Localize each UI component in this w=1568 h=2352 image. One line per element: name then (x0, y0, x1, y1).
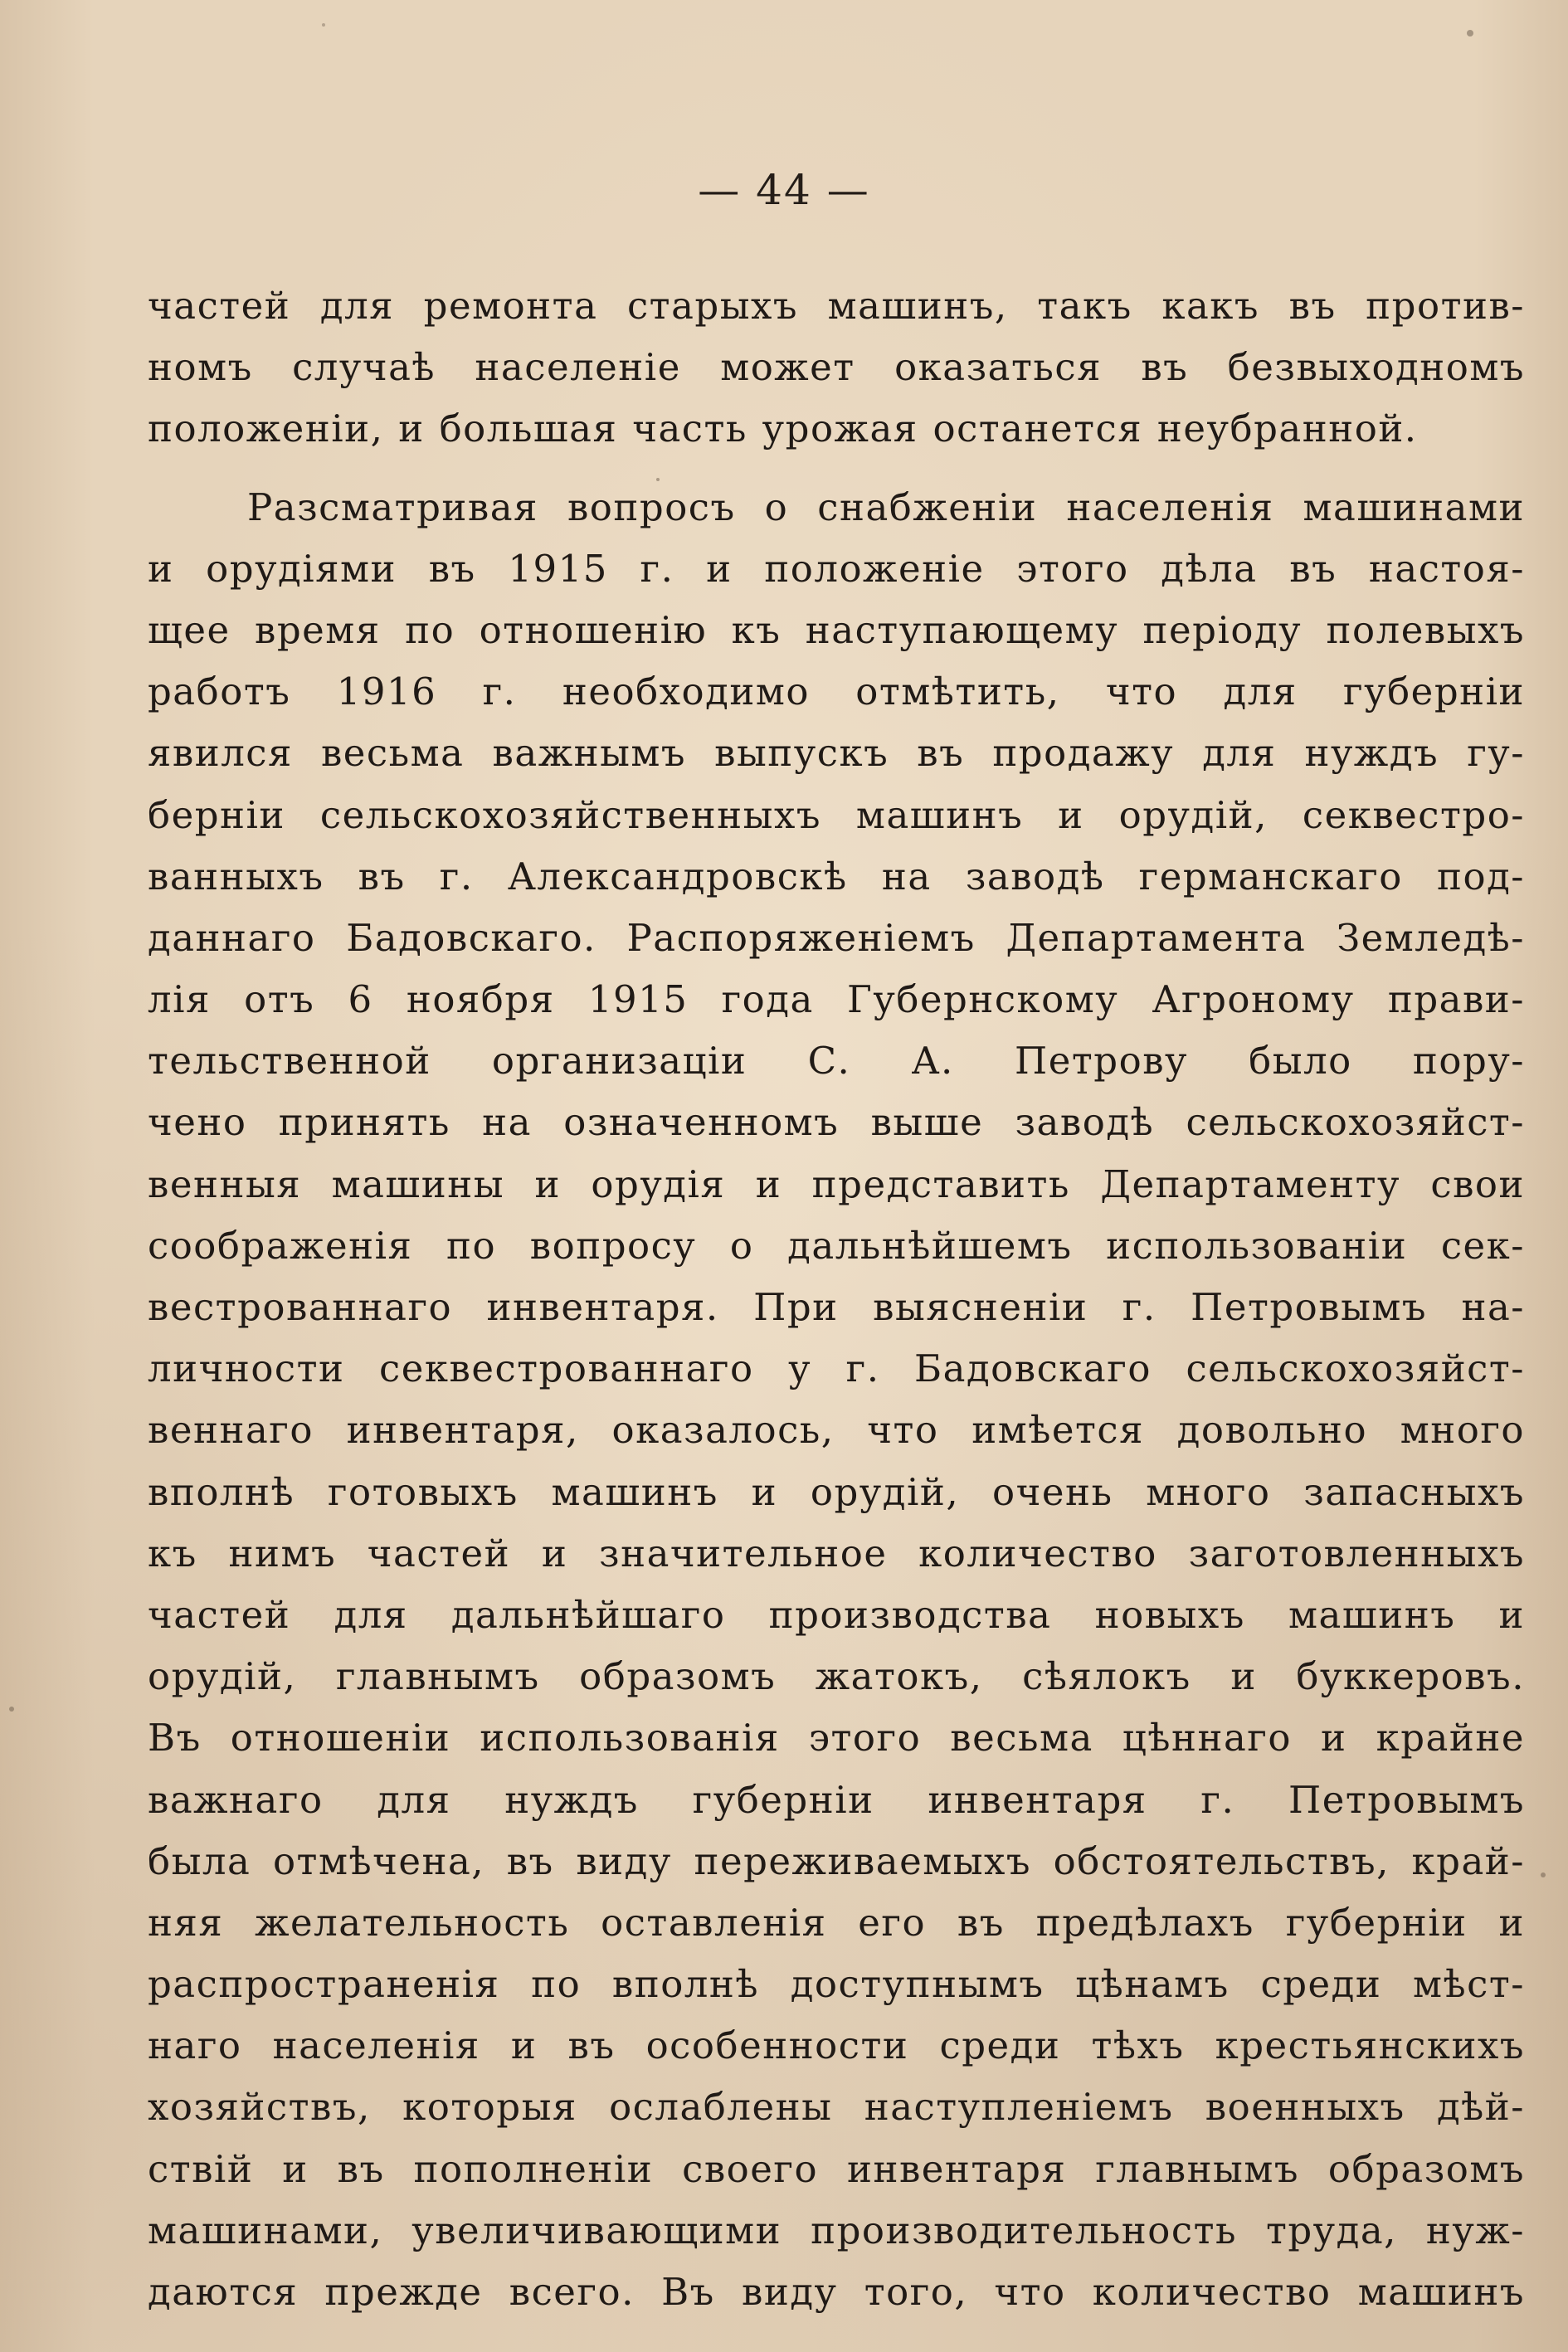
body-text (148, 275, 1525, 2323)
text-line: хозяйствъ, которыя ослаблены наступленіемъ военныхъ дѣй- (148, 2085, 1525, 2130)
text-line: няя желательность оставленія его въ предѣлахъ губерніи и (148, 1900, 1525, 1945)
text-line: ствій и въ пополненіи своего инвентаря главнымъ образомъ (148, 2146, 1525, 2191)
text-line: даются прежде всего. Въ виду того, что количество машинъ (148, 2270, 1525, 2314)
text-line: чено принять на означенномъ выше заводѣ сельскохозяйст- (148, 1100, 1525, 1145)
text-line: частей для дальнѣйшаго производства новыхъ машинъ и (148, 1592, 1525, 1637)
text-line: даннаго Бадовскаго. Распоряженіемъ Департамента Земледѣ- (148, 915, 1525, 960)
paragraph-1 (148, 275, 1525, 460)
text-line: положеніи, и большая часть урожая останется неубранной. (148, 407, 1418, 451)
text-line: частей для ремонта старыхъ машинъ, такъ какъ въ против- (148, 284, 1525, 328)
text-line: ванныхъ въ г. Александровскѣ на заводѣ германскаго под- (148, 854, 1525, 898)
page-number: — 44 — (698, 166, 870, 214)
text-line: была отмѣчена, въ виду переживаемыхъ обстоятельствъ, край- (148, 1838, 1525, 1883)
text-line: и орудіями въ 1915 г. и положеніе этого дѣла въ настоя- (148, 546, 1525, 591)
text-line: орудій, главнымъ образомъ жатокъ, сѣялокъ и буккеровъ. (148, 1654, 1525, 1699)
text-line: личности секвестрованнаго у г. Бадовскаго сельскохозяйст- (148, 1346, 1525, 1391)
text-line: машинами, увеличивающими производительность труда, нуж- (148, 2208, 1525, 2252)
text-line: важнаго для нуждъ губерніи инвентаря г. Петровымъ (148, 1777, 1525, 1822)
text-line: лія отъ 6 ноября 1915 года Губернскому Агроному прави- (148, 977, 1525, 1022)
text-line: вестрованнаго инвентаря. При выясненіи г. Петровымъ на- (148, 1285, 1525, 1329)
text-line: работъ 1916 г. необходимо отмѣтить, что для губерніи (148, 670, 1525, 714)
paragraph-2 (148, 477, 1525, 2324)
text-line: Разсматривая вопросъ о снабженіи населенія машинами (247, 485, 1525, 529)
text-line: номъ случаѣ населеніе может оказаться въ безвыходномъ (148, 345, 1525, 390)
text-line: венныя машины и орудія и представить Департаменту свои (148, 1161, 1525, 1206)
text-line: явился весьма важнымъ выпускъ въ продажу для нуждъ гу- (148, 731, 1525, 776)
text-line: Въ отношеніи использованія этого весьма цѣннаго и крайне (148, 1716, 1525, 1760)
text-line: веннаго инвентаря, оказалось, что имѣется довольно много (148, 1408, 1525, 1453)
text-line: соображенія по вопросу о дальнѣйшемъ использованіи сек- (148, 1223, 1525, 1268)
text-line: тельственной организаціи С. А. Петрову было пору- (148, 1039, 1525, 1083)
text-line: щее время по отношенію къ наступающему періоду полевыхъ (148, 607, 1525, 652)
text-line: вполнѣ готовыхъ машинъ и орудій, очень много запасныхъ (148, 1469, 1525, 1514)
text-line: къ нимъ частей и значительное количество заготовленныхъ (148, 1531, 1525, 1575)
text-line: распространенія по вполнѣ доступнымъ цѣнамъ среди мѣст- (148, 1962, 1525, 2007)
text-line: наго населенія и въ особенности среди тѣхъ крестьянскихъ (148, 2023, 1525, 2068)
text-line: берніи сельскохозяйственныхъ машинъ и орудій, секвестро- (148, 792, 1525, 837)
